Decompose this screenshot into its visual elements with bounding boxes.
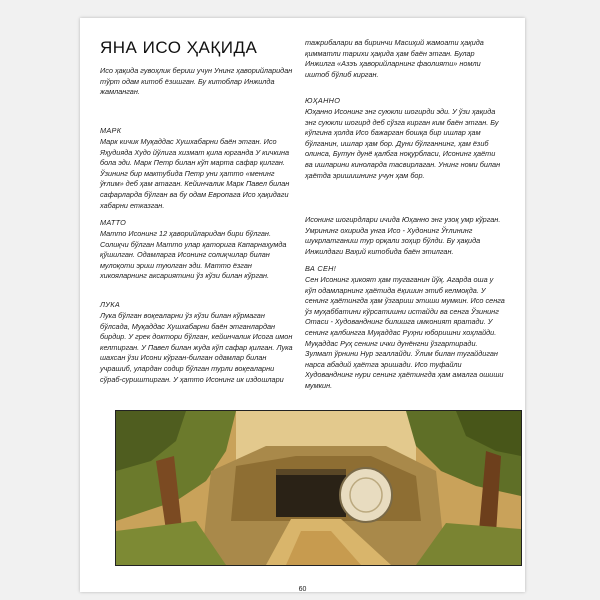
tomb-illustration bbox=[115, 410, 522, 566]
book-page bbox=[80, 18, 525, 592]
section-heading-john: ЮҲАННО bbox=[305, 96, 341, 105]
section-matthew bbox=[100, 218, 295, 282]
page-title: ЯНА ИСО ҲАҚИДА bbox=[100, 38, 258, 57]
section-text-matthew: Матто Исонинг 12 ҳаворийларидан бири бўлган. Солиқчи бўлган Матто улар қаторига Капарнаҳумда қўшилган. Одамларга Исонинг солиқчилар билан мулоқоти эриш туюлган эди. Матто ёзган хикояларнинг аксариятини ўз кўзи билан кўрган. bbox=[100, 229, 287, 281]
section-luke bbox=[100, 300, 295, 385]
section-text-mark: Марк кичик Муқаддас Хушхабарни баён этган. Исо Яҳудияда Худо йўлига хизмат қила юрганда У кичкина бола эди. Марк Петр билан кўп марта сафар қилган. Ўзининг бир мактубида Петр уни ҳатто «менинг ўғлим» деб ҳам атаган. Кейинчалик Марк Павел билан сафарларда бўлган ва бу одам Европага Исо ҳақидаги хабарни етказган. bbox=[100, 137, 290, 210]
intro-paragraph: Исо ҳақида гувоҳлик бериш учун Унинг ҳаворийларидан тўрт одам китоб ёзишган. Бу китоблар Инжилда жамланган. bbox=[100, 66, 293, 97]
section-you bbox=[305, 264, 505, 392]
section-heading-mark: МАРК bbox=[100, 126, 122, 135]
section-heading-you: ВА СЕН! bbox=[305, 264, 337, 273]
section-text-luke-continued: тажрибалари ва биринчи Масиҳий жамоати ҳақида қимматли тарихи ҳақида ҳам баён этган. Булар Инжилга «Азэъ ҳаворийларнинг фаолияти» номли иштоб бўлиб кирган. bbox=[305, 38, 484, 79]
section-text-you: Сен Исонинг ҳикоят ҳам тугаганин йўқ. Агарда оша у кўп одамларнинг ҳаётида ёқишин этиб келмоқда. У сенинг ҳаётингда ҳам ўзгариш этиши мумкин. Исо сенга ўз муҳаббатини кўрсатишни истайди ва сенга Ўзининг Отаси - Худованднинг билишга имконият яратади. У сенинг қалбингга Муқаддас Руҳни юборишни хоҳлайди. Муқаддас Руҳ сенинг ички дунёнгни ўзгартиради. Зулмат ўрнини Нур эгаллайди. Ўлим билан тугайдиган нарса абадий ҳаётга эришади. Исо туфайли Худованднинг нури сенинг ҳаётингда ҳам амалга ошиши мумкин. bbox=[305, 275, 505, 390]
section-heading-luke: ЛУКА bbox=[100, 300, 121, 309]
section-text-luke: Лука бўлган воқеаларни ўз кўзи билан кўрмаган бўлсада, Муқаддас Хушхабарни баён этганлардан бирдир. У грек доктори бўлган, кейинчалик Исога имон келтирган. У Павел билан жуда кўп сафар қилган. Лука шахсан ўзи Исони кўрган-билган одамлар билан учрашиб, улардан содир бўлган турли воқеаларни сўраб-суриштирган. У ҳатто Исонинг ик издошлари bbox=[100, 311, 293, 384]
section-john-2 bbox=[305, 215, 505, 257]
section-luke-continued bbox=[305, 38, 505, 80]
section-text-john-2: Исонинг шогирдлари ичида Юҳанно энг узоқ умр кўрган. Умрининг охирида унга Исо - Худонинг Ўғлининг шукрлатганиш тур орқали зоҳир бўлди. Бу ҳақида Инжилдаги Ваҳий китобида баён этилган. bbox=[305, 215, 501, 256]
section-john bbox=[305, 96, 505, 181]
section-heading-matthew: МАТТО bbox=[100, 218, 127, 227]
section-text-john: Юҳанно Исонинг энг суюкли шогирди эди. У ўзи ҳақида энг суюкли шогирд деб сўзга кирган ким баён этган. Бу кўпгина ҳолда Исо бажарган бошқа бир ишлар ҳам бўлганин, ишлар ҳам бор. Дуни бўлганнинг, ҳам ёзиб олинса, Бутун дунё қалбга ноқурбласи, Исонинг ҳаёти ва ишларини киноларда тасвирлаган. Унинг номи билан ҳаётда эришишнинг учун ҳам бор. bbox=[305, 107, 501, 180]
section-mark bbox=[100, 126, 295, 211]
page-number: 60 bbox=[298, 586, 307, 593]
